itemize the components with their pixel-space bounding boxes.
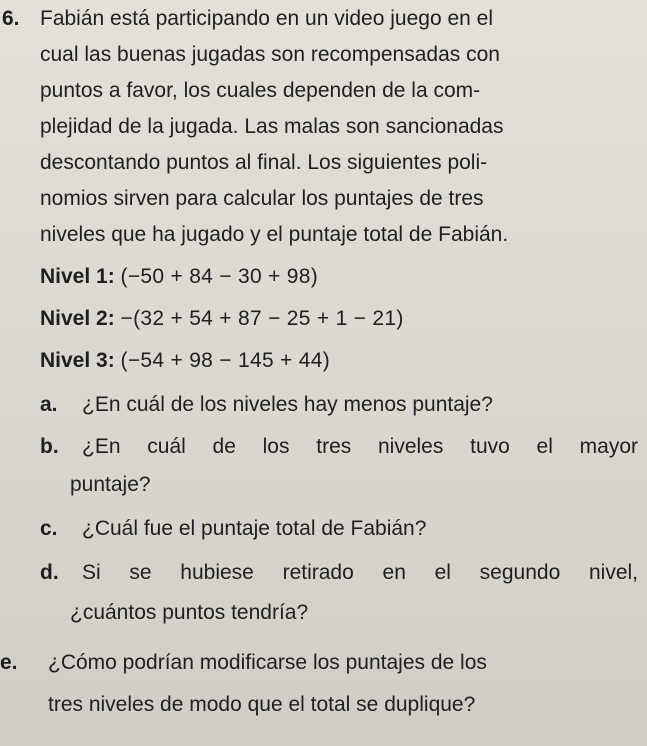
statement-line: plejidad de la jugada. Las malas son sancionadas	[40, 115, 504, 138]
statement-line: niveles que ha jugado y el puntaje total de Fabián.	[40, 223, 509, 246]
question-b-text-cont: puntaje?	[70, 473, 151, 496]
question-b-text: ¿En cuál de los tres niveles tuvo el mayor	[82, 435, 638, 458]
question-d	[40, 560, 59, 586]
statement-line: Fabián está participando en un video juego en el	[40, 7, 493, 30]
question-a	[40, 392, 58, 418]
question-e	[0, 650, 18, 676]
level-expression: (−50 + 84 − 30 + 98)	[120, 265, 319, 288]
statement-line: puntos a favor, los cuales dependen de la com-	[40, 79, 481, 102]
question-c	[40, 516, 58, 542]
level-expression: −(32 + 54 + 87 − 25 + 1 − 21)	[120, 307, 404, 330]
level-expression: (−54 + 98 − 145 + 44)	[120, 349, 331, 372]
question-e-text: ¿Cómo podrían modificarse los puntajes de los	[48, 651, 487, 674]
question-letter: d.	[40, 561, 59, 584]
level-1	[40, 264, 318, 290]
question-letter: a.	[40, 393, 58, 416]
question-e-text-cont: tres niveles de modo que el total se duplique?	[48, 693, 476, 716]
statement-line: nomios sirven para calcular los puntajes de tres	[40, 187, 484, 210]
question-a-text: ¿En cuál de los niveles hay menos puntaje?	[82, 393, 493, 416]
level-label: Nivel 1:	[40, 265, 115, 288]
level-label: Nivel 2:	[40, 307, 115, 330]
statement-line: cual las buenas jugadas son recompensadas con	[40, 43, 500, 66]
statement-line: descontando puntos al final. Los siguientes poli-	[40, 151, 488, 174]
question-b	[40, 434, 59, 460]
question-c-text: ¿Cuál fue el puntaje total de Fabián?	[82, 517, 427, 540]
question-d-text-cont: ¿cuántos puntos tendría?	[70, 601, 309, 624]
level-label: Nivel 3:	[40, 349, 115, 372]
question-letter: b.	[40, 435, 59, 458]
level-2	[40, 306, 404, 332]
question-d-text: Si se hubiese retirado en el segundo nivel,	[82, 561, 638, 584]
level-3	[40, 348, 330, 374]
question-letter: c.	[40, 517, 58, 540]
question-letter: e.	[0, 651, 18, 674]
problem-number: 6.	[2, 7, 20, 30]
